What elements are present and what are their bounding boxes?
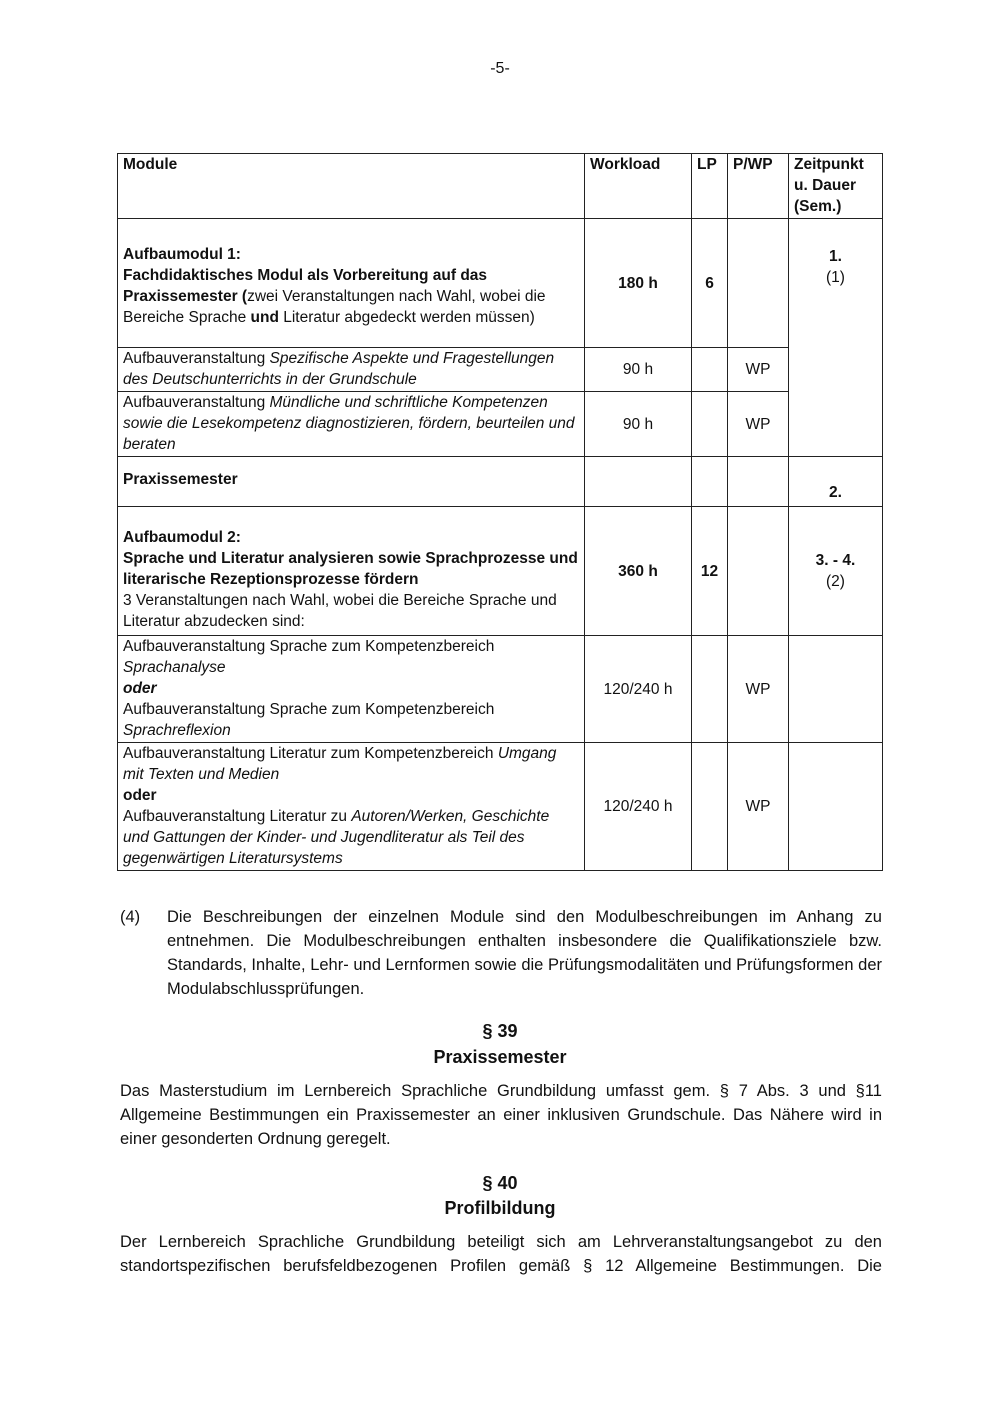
aufbaumodul-2-title: Aufbaumodul 2:: [123, 529, 241, 546]
table-header-row: [118, 154, 883, 219]
section-40-title: Profilbildung: [444, 1198, 556, 1218]
table-row-aufbauveranstaltung-1: [118, 348, 883, 392]
paragraph-4-number: (4): [120, 908, 141, 926]
aufbauveranstaltung-2-pwp: WP: [728, 392, 789, 457]
aufbaumodul-1-workload: 180 h: [585, 219, 692, 348]
page-number: -5-: [490, 60, 510, 77]
aufbaumodul-1-subtitle: Fachdidaktisches Modul als Vorbereitung auf das: [123, 267, 488, 284]
praxissemester-label: Praxissemester: [118, 457, 585, 507]
aufbauveranstaltung-2-text: Aufbauveranstaltung Mündliche und schriftliche Kompetenzen sowie die Lesekompetenz diagnostizieren, fördern, beurteilen und beraten: [118, 392, 585, 457]
aufbaumodul-1-title: Aufbaumodul 1:: [123, 246, 241, 263]
header-workload: Workload: [585, 154, 692, 219]
table-row-aufbaumodul-1: [118, 219, 883, 348]
aufbauveranstaltung-3-workload: 120/240 h: [585, 636, 692, 743]
module-table: [117, 153, 883, 871]
table-row-aufbaumodul-2: [118, 507, 883, 636]
aufbauveranstaltung-4-workload: 120/240 h: [585, 743, 692, 871]
header-module: Module: [118, 154, 585, 219]
section-39-title: Praxissemester: [433, 1047, 567, 1067]
aufbauveranstaltung-3-text: Aufbauveranstaltung Sprache zum Kompetenzbereich Sprachanalyse oder Aufbauveranstaltung Sprache zum Kompetenzbereich Sprachreflexion: [118, 636, 585, 743]
section-40-number: § 40: [482, 1173, 518, 1193]
aufbaumodul-1-cell: [118, 219, 585, 348]
aufbauveranstaltung-1-workload: 90 h: [585, 348, 692, 392]
aufbauveranstaltung-1-pwp: WP: [728, 348, 789, 392]
section-39-text: Das Masterstudium im Lernbereich Sprachliche Grundbildung umfasst gem. § 7 Abs. 3 und §11 Allgemeine Bestimmungen ein Praxissemester an einer inklusiven Grundschule. Das Nähere wird in einer gesonderten Ordnung geregelt.: [120, 1082, 882, 1148]
aufbaumodul-2-description: 3 Veranstaltungen nach Wahl, wobei die Bereiche Sprache und Literatur abzudecken sind:: [123, 592, 557, 630]
table-row-aufbauveranstaltung-3: [118, 636, 883, 743]
aufbaumodul-2-cell: [118, 507, 585, 636]
aufbaumodul-2-subtitle: Sprache und Literatur analysieren sowie Sprachprozesse und literarische Rezeptionsprozesse fördern: [123, 550, 578, 588]
aufbauveranstaltung-3-pwp: WP: [728, 636, 789, 743]
aufbaumodul-1-zeitpunkt: 1. (1): [789, 219, 883, 348]
paragraph-4-text: Die Beschreibungen der einzelnen Module sind den Modulbeschreibungen im Anhang zu entnehmen. Die Modulbeschreibungen enthalten insbesondere die Qualifikationsziele bzw. Standards, Inhalte, Lehr- und Lernformen sowie die Prüfungsmodalitäten und Prüfungsformen der Modulabschlussprüfungen.: [167, 908, 882, 998]
header-zeitpunkt: Zeitpunkt u. Dauer (Sem.): [789, 154, 883, 219]
aufbauveranstaltung-1-text: Aufbauveranstaltung Spezifische Aspekte und Fragestellungen des Deutschunterrichts in der Grundschule: [118, 348, 585, 392]
aufbauveranstaltung-2-workload: 90 h: [585, 392, 692, 457]
aufbaumodul-2-workload: 360 h: [585, 507, 692, 636]
header-pwp: P/WP: [728, 154, 789, 219]
praxissemester-zeitpunkt: 2.: [789, 457, 883, 507]
header-lp: LP: [692, 154, 728, 219]
aufbauveranstaltung-4-pwp: WP: [728, 743, 789, 871]
aufbaumodul-2-lp: 12: [692, 507, 728, 636]
aufbauveranstaltung-4-text: Aufbauveranstaltung Literatur zum Kompetenzbereich Umgang mit Texten und Medien oder Aufbauveranstaltung Literatur zu Autoren/Werken, Geschichte und Gattungen der Kinder- und Jugendliteratur als Teil des gegenwärtigen Literatursystems: [118, 743, 585, 871]
section-40-text: Der Lernbereich Sprachliche Grundbildung beteiligt sich am Lehrveranstaltungsangebot zu den standortspezifischen berufsfeldbezogenen Profilen gemäß § 12 Allgemeine Bestimmungen. Die: [120, 1233, 882, 1275]
aufbaumodul-2-zeitpunkt: 3. - 4. (2): [789, 507, 883, 636]
aufbaumodul-1-description: Praxissemester (zwei Veranstaltungen nach Wahl, wobei die Bereiche Sprache und Literatur abgedeckt werden müssen): [123, 288, 546, 326]
table-row-aufbauveranstaltung-4: [118, 743, 883, 871]
section-39-number: § 39: [482, 1021, 518, 1041]
aufbaumodul-1-lp: 6: [692, 219, 728, 348]
table-row-aufbauveranstaltung-2: [118, 392, 883, 457]
table-row-praxissemester: [118, 457, 883, 507]
